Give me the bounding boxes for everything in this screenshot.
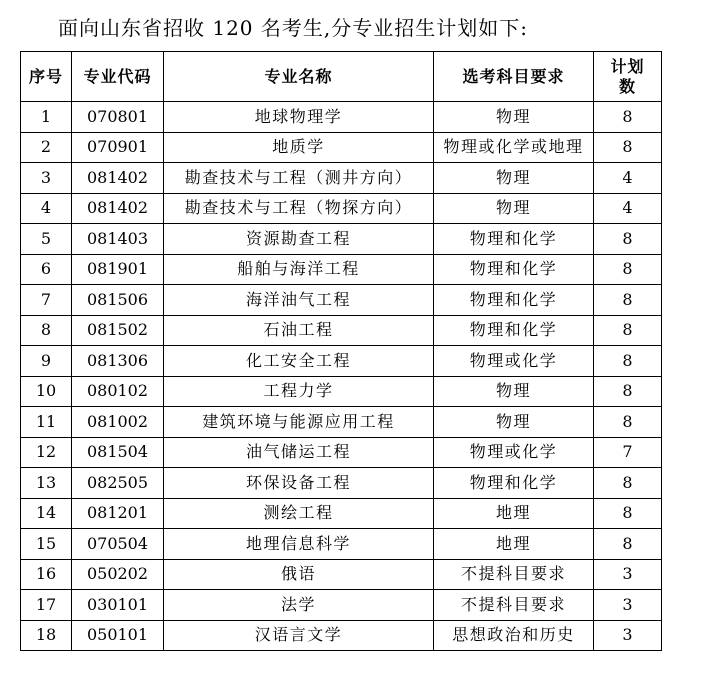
table-row bbox=[21, 315, 662, 346]
cell-name: 俄语 bbox=[164, 559, 434, 590]
cell-seq: 17 bbox=[21, 590, 72, 621]
cell-count: 4 bbox=[594, 163, 662, 194]
cell-requirement: 不提科目要求 bbox=[434, 590, 594, 621]
table-row bbox=[21, 224, 662, 255]
cell-requirement: 物理和化学 bbox=[434, 315, 594, 346]
header-requirement: 选考科目要求 bbox=[434, 52, 594, 102]
cell-code: 081502 bbox=[72, 315, 164, 346]
cell-name: 海洋油气工程 bbox=[164, 285, 434, 316]
cell-count: 8 bbox=[594, 132, 662, 163]
table-row bbox=[21, 376, 662, 407]
cell-requirement: 物理和化学 bbox=[434, 254, 594, 285]
cell-code: 081201 bbox=[72, 498, 164, 529]
cell-count: 8 bbox=[594, 468, 662, 499]
cell-seq: 5 bbox=[21, 224, 72, 255]
cell-count: 8 bbox=[594, 376, 662, 407]
cell-requirement: 物理和化学 bbox=[434, 468, 594, 499]
cell-code: 070504 bbox=[72, 529, 164, 560]
cell-code: 080102 bbox=[72, 376, 164, 407]
table-row bbox=[21, 285, 662, 316]
cell-count: 8 bbox=[594, 224, 662, 255]
cell-requirement: 物理 bbox=[434, 163, 594, 194]
header-count bbox=[594, 52, 662, 102]
cell-name: 勘查技术与工程（测井方向） bbox=[164, 163, 434, 194]
cell-seq: 4 bbox=[21, 193, 72, 224]
cell-name: 化工安全工程 bbox=[164, 346, 434, 377]
cell-code: 050202 bbox=[72, 559, 164, 590]
table-body bbox=[21, 102, 662, 651]
enrollment-plan-table bbox=[20, 51, 662, 651]
cell-requirement: 地理 bbox=[434, 529, 594, 560]
cell-name: 地质学 bbox=[164, 132, 434, 163]
cell-requirement: 物理或化学 bbox=[434, 346, 594, 377]
cell-requirement: 物理和化学 bbox=[434, 224, 594, 255]
cell-seq: 8 bbox=[21, 315, 72, 346]
cell-name: 地球物理学 bbox=[164, 102, 434, 133]
cell-count: 8 bbox=[594, 102, 662, 133]
cell-name: 测绘工程 bbox=[164, 498, 434, 529]
cell-count: 8 bbox=[594, 285, 662, 316]
table-row bbox=[21, 163, 662, 194]
cell-name: 船舶与海洋工程 bbox=[164, 254, 434, 285]
cell-seq: 16 bbox=[21, 559, 72, 590]
table-row bbox=[21, 529, 662, 560]
cell-count: 8 bbox=[594, 407, 662, 438]
cell-requirement: 物理和化学 bbox=[434, 285, 594, 316]
table-row bbox=[21, 437, 662, 468]
cell-requirement: 思想政治和历史 bbox=[434, 620, 594, 651]
table-row bbox=[21, 102, 662, 133]
cell-seq: 6 bbox=[21, 254, 72, 285]
cell-name: 石油工程 bbox=[164, 315, 434, 346]
cell-name: 地理信息科学 bbox=[164, 529, 434, 560]
header-count-line2: 数 bbox=[618, 76, 636, 96]
cell-count: 8 bbox=[594, 315, 662, 346]
cell-requirement: 物理 bbox=[434, 193, 594, 224]
cell-name: 环保设备工程 bbox=[164, 468, 434, 499]
cell-requirement: 不提科目要求 bbox=[434, 559, 594, 590]
cell-seq: 14 bbox=[21, 498, 72, 529]
cell-code: 081403 bbox=[72, 224, 164, 255]
cell-count: 8 bbox=[594, 346, 662, 377]
cell-seq: 13 bbox=[21, 468, 72, 499]
cell-requirement: 物理或化学或地理 bbox=[434, 132, 594, 163]
table-row bbox=[21, 468, 662, 499]
cell-count: 4 bbox=[594, 193, 662, 224]
cell-seq: 1 bbox=[21, 102, 72, 133]
cell-code: 081506 bbox=[72, 285, 164, 316]
table-header-row bbox=[21, 52, 662, 102]
table-row bbox=[21, 254, 662, 285]
cell-seq: 18 bbox=[21, 620, 72, 651]
cell-count: 7 bbox=[594, 437, 662, 468]
cell-count: 3 bbox=[594, 620, 662, 651]
cell-code: 081901 bbox=[72, 254, 164, 285]
table-row bbox=[21, 193, 662, 224]
cell-code: 030101 bbox=[72, 590, 164, 621]
cell-name: 资源勘查工程 bbox=[164, 224, 434, 255]
header-count-line1: 计划 bbox=[610, 56, 645, 76]
table-row bbox=[21, 620, 662, 651]
cell-requirement: 物理 bbox=[434, 376, 594, 407]
cell-seq: 15 bbox=[21, 529, 72, 560]
cell-name: 法学 bbox=[164, 590, 434, 621]
cell-count: 8 bbox=[594, 254, 662, 285]
cell-seq: 11 bbox=[21, 407, 72, 438]
cell-seq: 2 bbox=[21, 132, 72, 163]
header-seq: 序号 bbox=[21, 52, 72, 102]
cell-requirement: 物理或化学 bbox=[434, 437, 594, 468]
header-name: 专业名称 bbox=[164, 52, 434, 102]
cell-code: 081504 bbox=[72, 437, 164, 468]
cell-name: 建筑环境与能源应用工程 bbox=[164, 407, 434, 438]
intro-paragraph: 面向山东省招收 120 名考生,分专业招生计划如下: bbox=[58, 16, 528, 40]
cell-count: 8 bbox=[594, 498, 662, 529]
cell-code: 070801 bbox=[72, 102, 164, 133]
cell-name: 工程力学 bbox=[164, 376, 434, 407]
cell-requirement: 物理 bbox=[434, 102, 594, 133]
table-row bbox=[21, 590, 662, 621]
cell-seq: 12 bbox=[21, 437, 72, 468]
cell-requirement: 物理 bbox=[434, 407, 594, 438]
table-row bbox=[21, 346, 662, 377]
cell-seq: 9 bbox=[21, 346, 72, 377]
cell-count: 3 bbox=[594, 559, 662, 590]
cell-code: 081306 bbox=[72, 346, 164, 377]
cell-count: 8 bbox=[594, 529, 662, 560]
cell-code: 070901 bbox=[72, 132, 164, 163]
table-row bbox=[21, 132, 662, 163]
cell-code: 082505 bbox=[72, 468, 164, 499]
cell-name: 油气储运工程 bbox=[164, 437, 434, 468]
cell-code: 050101 bbox=[72, 620, 164, 651]
cell-count: 3 bbox=[594, 590, 662, 621]
cell-seq: 3 bbox=[21, 163, 72, 194]
header-code: 专业代码 bbox=[72, 52, 164, 102]
cell-requirement: 地理 bbox=[434, 498, 594, 529]
cell-seq: 10 bbox=[21, 376, 72, 407]
cell-code: 081402 bbox=[72, 163, 164, 194]
cell-code: 081402 bbox=[72, 193, 164, 224]
cell-name: 勘查技术与工程（物探方向） bbox=[164, 193, 434, 224]
cell-seq: 7 bbox=[21, 285, 72, 316]
cell-code: 081002 bbox=[72, 407, 164, 438]
table-row bbox=[21, 559, 662, 590]
table-row bbox=[21, 407, 662, 438]
table-row bbox=[21, 498, 662, 529]
cell-name: 汉语言文学 bbox=[164, 620, 434, 651]
